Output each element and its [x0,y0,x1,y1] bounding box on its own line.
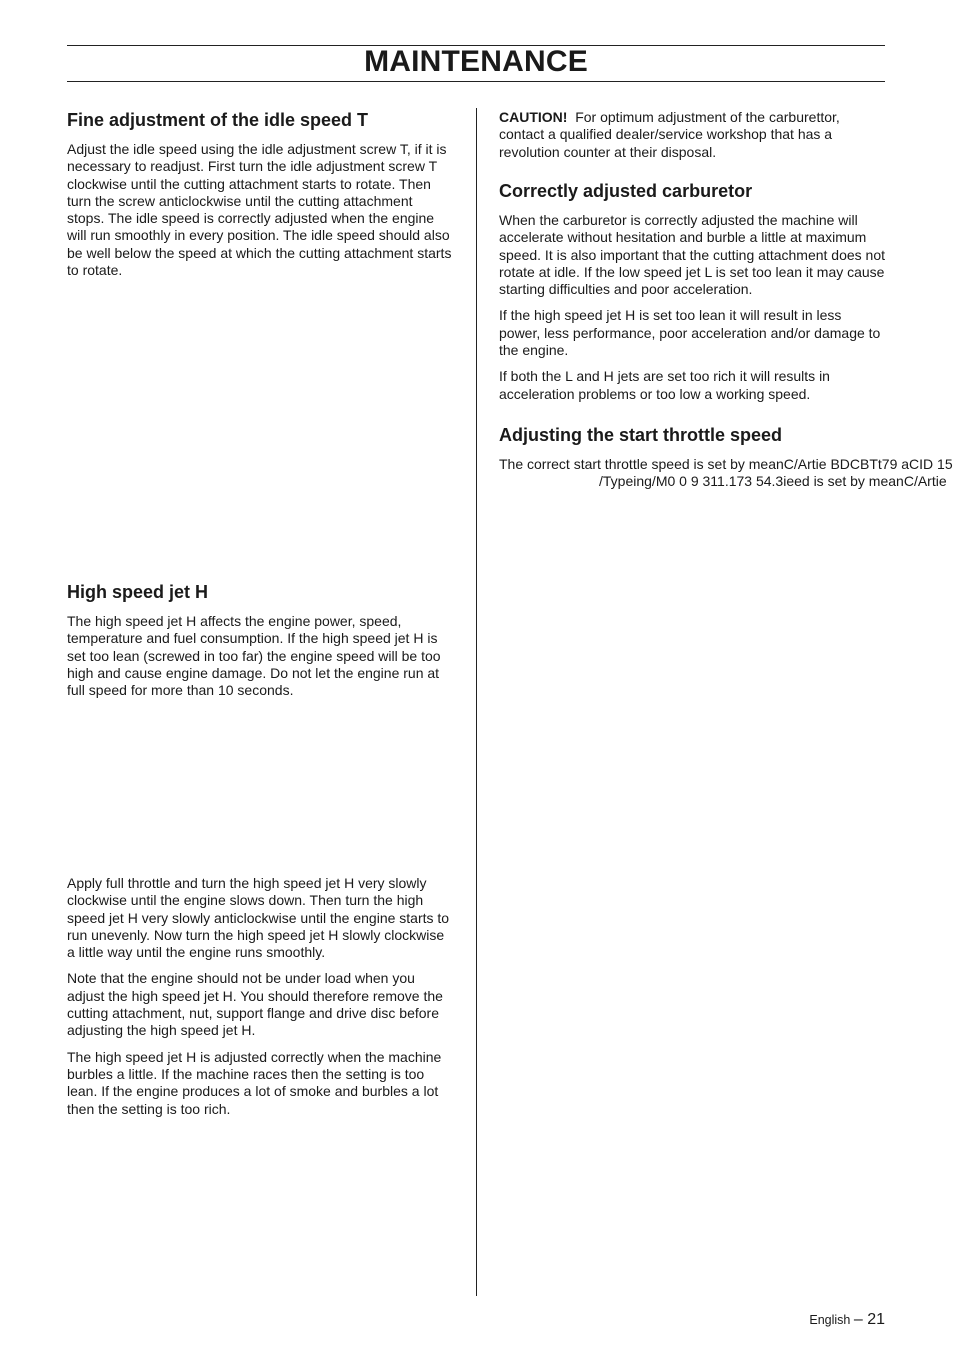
idle-speed-section [67,109,453,279]
correct-carb-para-3: If both the L and H jets are set too rich it will results in acceleration problems or too low a working speed. [499,368,830,402]
idle-speed-heading: Fine adjustment of the idle speed T [67,110,369,130]
high-speed-para-3: The high speed jet H is adjusted correctly when the machine burbles a little. If the machine races then the setting is too lean. If the engine produces a lot of smoke and burbles a lot then the setting is too rich. [67,1048,442,1117]
header-rule-bottom [67,81,885,82]
high-speed-heading: High speed jet H [67,582,209,602]
correct-carb-para-1: When the carburetor is correctly adjusted the machine will accelerate without hesitation and burble a little at maximum speed. It is also important that the cutting attachment does not rotate at idle. If the low speed jet L is set too lean it may cause starting difficulties and poor acceleration. [499,212,886,298]
caution-note [499,109,885,161]
correct-carb-section [499,180,885,403]
caution-label: CAUTION! [499,109,568,125]
footer-language: English [809,1313,851,1327]
start-throttle-section [499,424,954,491]
page-number: 21 [867,1311,885,1328]
start-throttle-line-1b: BDCBTt79 aCID 15 [830,456,953,472]
idle-speed-body: Adjust the idle speed using the idle adjustment screw T, if it is necessary to readjust. First turn the idle adjustment screw T clockwise until the cutting attachment starts to rotate. Then turn the screw anticlockwise until the cutting attachment stops. The idle speed is correctly adjusted when the engine will run smoothly in every position. The idle speed should also be well below the speed at which the cutting attachment starts to rotate. [67,141,452,279]
high-speed-intro: The high speed jet H affects the engine power, speed, temperature and fuel consumption. If the high speed jet H is set too lean (screwed in too far) the engine speed will be too high and cause engine damage. Do not let the engine run at full speed for more than 10 seconds. [67,613,441,699]
column-divider [476,108,477,1296]
start-throttle-line-1 [499,456,954,473]
start-throttle-line-2: /Typeing/M0 0 9 311.173 54.3ieed is set by meanC/Artie [599,473,947,490]
correct-carb-heading: Correctly adjusted carburetor [499,181,753,201]
caution-text: For optimum adjustment of the carburettor, contact a qualified dealer/service workshop that has a revolution counter at their disposal. [499,109,840,160]
caution-section [499,109,885,161]
high-speed-section [67,581,453,699]
start-throttle-line-1a: The correct start throttle speed is set by meanC/Artie [499,456,827,472]
high-speed-para-2: Note that the engine should not be under load when you adjust the high speed jet H. You should therefore remove the cutting attachment, nut, support flange and drive disc before adjusting the high speed jet H. [67,970,443,1039]
high-speed-adjust-section [67,875,453,1118]
start-throttle-heading: Adjusting the start throttle speed [499,425,783,445]
correct-carb-para-2: If the high speed jet H is set too lean it will result in less power, less performance, poor acceleration and/or damage to the engine. [499,307,881,359]
page-footer: English – 21 [809,1311,885,1328]
high-speed-para-1: Apply full throttle and turn the high speed jet H very slowly clockwise until the engine slows down. Then turn the high speed jet H very slowly anticlockwise until the engine starts to run unevenly. Now turn the high speed jet H slowly clockwise a little way until the engine runs smoothly. [67,875,450,961]
page-title: MAINTENANCE [364,45,588,78]
